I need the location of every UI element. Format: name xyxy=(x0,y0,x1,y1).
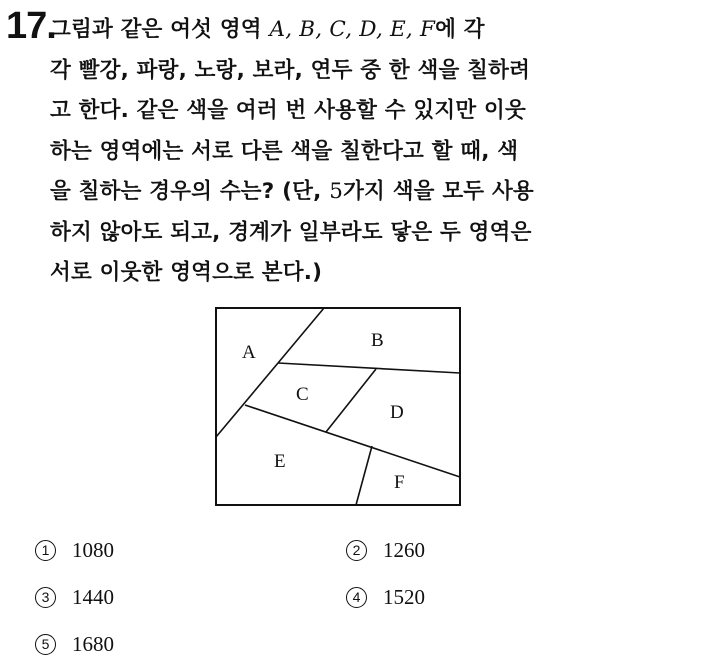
region-list: A, B, C, D, E, F xyxy=(269,17,436,42)
choice-3[interactable] xyxy=(35,583,114,611)
boundary-e-f xyxy=(356,446,372,505)
question-line-3: 고 한다. 같은 색을 여러 번 사용할 수 있지만 이웃 xyxy=(50,98,526,123)
region-label-a: A xyxy=(242,342,256,363)
region-diagram-svg xyxy=(215,307,462,507)
question-line-6: 하지 않아도 되고, 경계가 일부라도 닿은 두 영역은 xyxy=(50,219,532,245)
question-number: 17. xyxy=(6,5,56,47)
region-label-e: E xyxy=(274,451,286,472)
boundary-b-cd xyxy=(278,363,460,373)
question-line-2: 각 빨강, 파랑, 노랑, 보라, 연두 중 한 색을 칠하려 xyxy=(50,57,531,83)
question-line-4: 하는 영역에는 서로 다른 색을 칠한다고 할 때, 색 xyxy=(50,138,519,164)
choice-value: 1080 xyxy=(72,538,114,562)
question-line-1: 그림과 같은 여섯 영역 A, B, C, D, E, F에 각 xyxy=(50,17,485,42)
choice-value: 1260 xyxy=(383,538,425,562)
choice-marker: 1 xyxy=(35,540,56,561)
region-label-f: F xyxy=(394,472,405,493)
choice-value: 1440 xyxy=(72,585,114,609)
boundary-a-ce xyxy=(216,363,278,437)
choice-marker: 3 xyxy=(35,587,56,608)
choice-marker: 5 xyxy=(35,634,56,655)
color-count: 5 xyxy=(329,179,344,204)
region-label-d: D xyxy=(390,402,404,423)
region-label-c: C xyxy=(296,384,309,405)
choice-marker: 4 xyxy=(346,587,367,608)
choice-2[interactable] xyxy=(346,536,425,564)
choice-4[interactable] xyxy=(346,583,425,611)
question-line-7: 서로 이웃한 영역으로 본다.) xyxy=(50,260,323,285)
boundary-a-b xyxy=(278,308,324,363)
diagram-border xyxy=(216,308,460,505)
boundary-c-d xyxy=(326,369,376,432)
choice-value: 1680 xyxy=(72,632,114,656)
region-diagram xyxy=(215,307,462,507)
region-label-b: B xyxy=(371,330,384,351)
choice-5[interactable] xyxy=(35,630,114,658)
question-line-5: 을 칠하는 경우의 수는? (단, 5가지 색을 모두 사용 xyxy=(50,179,534,204)
question-text xyxy=(50,10,690,294)
choice-1[interactable] xyxy=(35,536,114,564)
choice-marker: 2 xyxy=(346,540,367,561)
choice-value: 1520 xyxy=(383,585,425,609)
